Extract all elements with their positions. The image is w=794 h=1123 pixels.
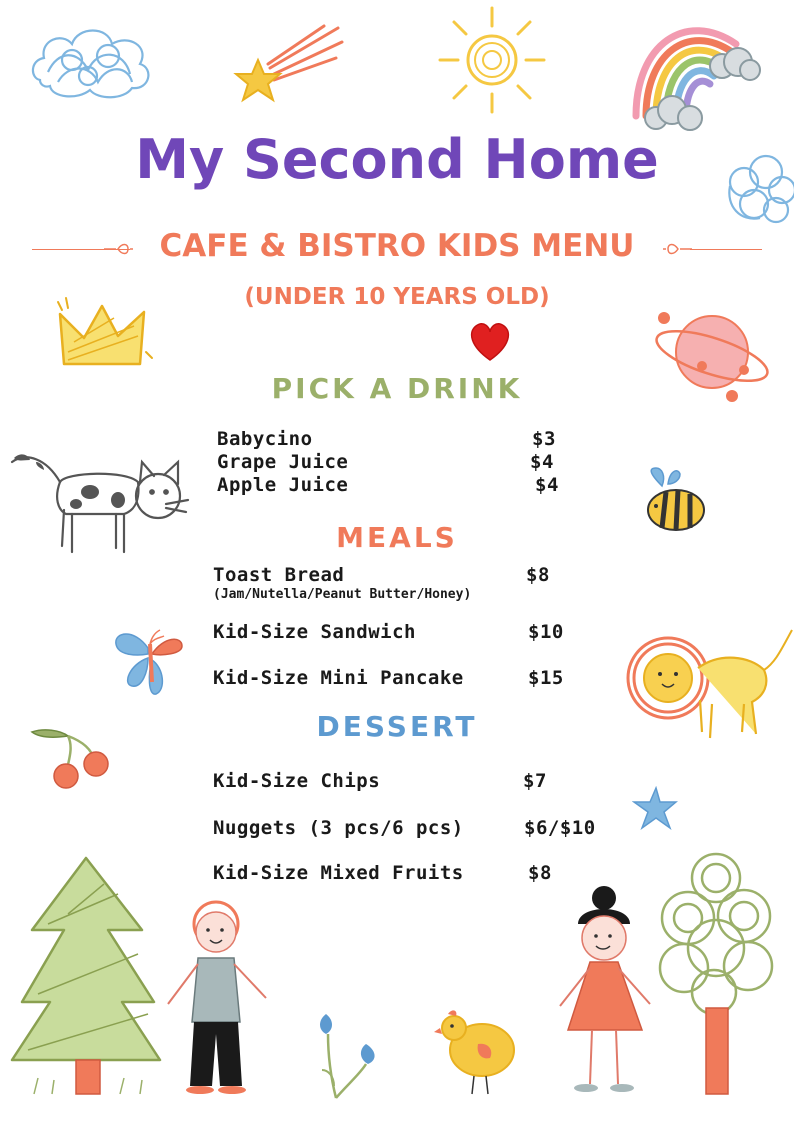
meal-name: Toast Bread <box>213 564 345 586</box>
drink-name: Babycino <box>217 428 313 450</box>
meal-price: $10 <box>528 621 564 643</box>
meal-name: Kid-Size Mini Pancake <box>213 667 464 689</box>
dessert-price: $7 <box>523 770 547 792</box>
menu-subtitle: CAFE & BISTRO KIDS MENU <box>159 228 635 264</box>
meals-heading: MEALS <box>336 521 458 554</box>
drink-price: $4 <box>530 451 554 473</box>
sun-icon <box>436 4 548 116</box>
butterfly-icon <box>108 624 188 698</box>
meal-price: $15 <box>528 667 564 689</box>
divider-right <box>690 249 762 250</box>
meal-name: Kid-Size Sandwich <box>213 621 416 643</box>
dessert-price: $6/$10 <box>524 817 596 839</box>
girl-icon <box>550 880 662 1096</box>
drink-price: $3 <box>532 428 556 450</box>
cloud-icon <box>28 20 156 102</box>
drink-name: Grape Juice <box>217 451 349 473</box>
flower-icon <box>306 1010 390 1100</box>
shooting-star-icon <box>228 24 348 104</box>
dessert-name: Nuggets (3 pcs/6 pcs) <box>213 817 464 839</box>
star-icon <box>632 786 678 830</box>
boy-icon <box>160 894 272 1098</box>
heart-icon <box>466 318 514 364</box>
dessert-name: Kid-Size Mixed Fruits <box>213 862 464 884</box>
menu-title: My Second Home <box>135 128 659 191</box>
bush-tree-icon <box>654 848 780 1098</box>
meal-price: $8 <box>526 564 550 586</box>
age-note: (UNDER 10 YEARS OLD) <box>244 284 550 310</box>
dessert-heading: DESSERT <box>316 710 478 743</box>
meal-note: (Jam/Nutella/Peanut Butter/Honey) <box>213 587 472 602</box>
rainbow-icon <box>626 4 762 140</box>
drink-price: $4 <box>535 474 559 496</box>
dessert-price: $8 <box>528 862 552 884</box>
tree-icon <box>8 854 164 1096</box>
chick-icon <box>434 1004 530 1098</box>
drinks-heading: PICK A DRINK <box>271 372 523 405</box>
drink-name: Apple Juice <box>217 474 349 496</box>
dessert-name: Kid-Size Chips <box>213 770 381 792</box>
